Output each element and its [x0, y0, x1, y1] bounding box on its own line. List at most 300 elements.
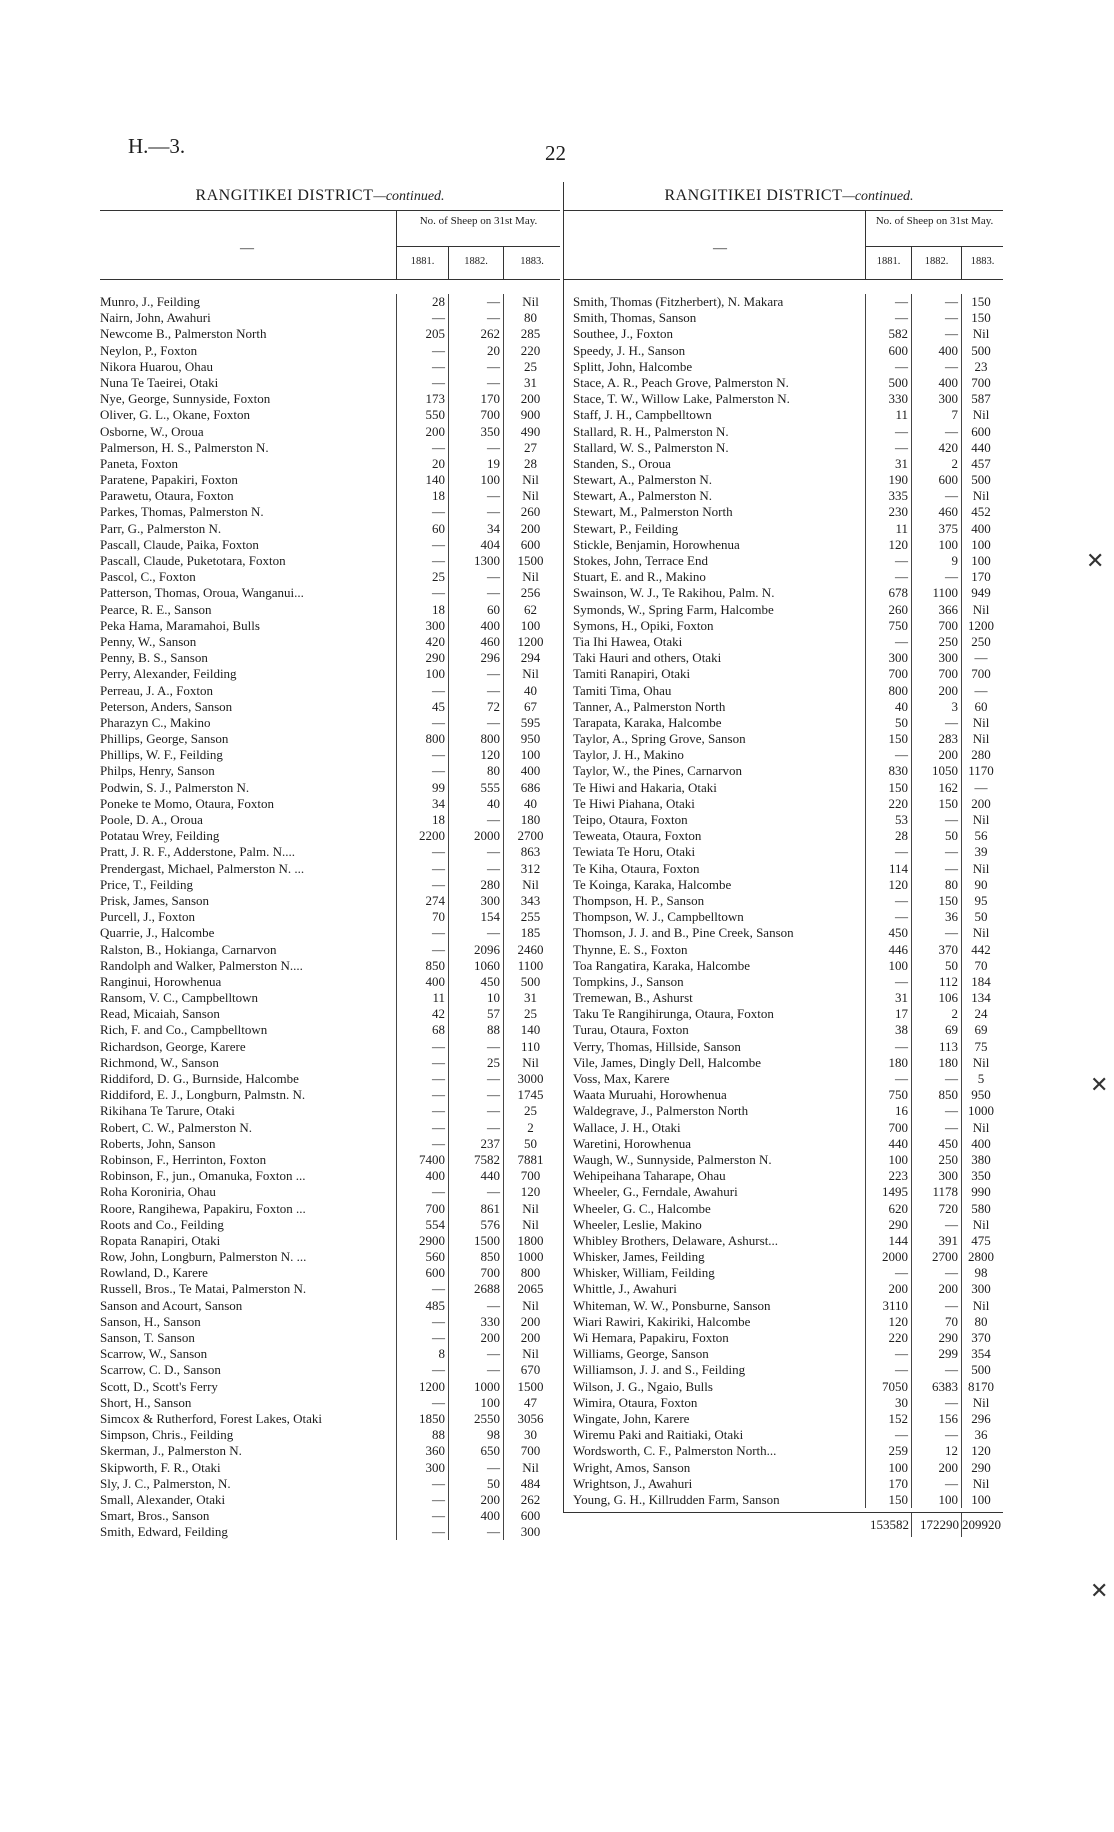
sheep-1881-cell: 1200	[396, 1379, 448, 1395]
table-row	[100, 1217, 560, 1233]
owner-name-cell: Symons, H., Opiki, Foxton	[573, 617, 714, 633]
sheep-1881-cell: —	[865, 424, 911, 440]
sheep-1883-cell: 1000	[961, 1103, 1003, 1119]
owner-name-cell: Whisker, James, Feilding	[573, 1249, 705, 1265]
table-row	[100, 1411, 560, 1427]
owner-name-cell: Tarapata, Karaka, Halcombe	[573, 714, 722, 730]
owner-name-cell: Teipo, Otaura, Foxton	[573, 812, 688, 827]
owner-name-cell: Munro, J., Feilding	[100, 294, 201, 309]
table-row	[100, 375, 560, 391]
sheep-1881-cell: 560	[396, 1249, 448, 1265]
owner-name-cell: Sanson and Acourt, Sanson	[100, 1297, 243, 1313]
sheep-1883-cell: 185	[503, 925, 560, 941]
sheep-1882-cell: 1300	[448, 553, 503, 569]
table-row	[100, 472, 560, 488]
sheep-1883-cell: 262	[503, 1492, 560, 1508]
owner-name-cell: Wi Hemara, Papakiru, Foxton	[573, 1330, 729, 1345]
sheep-1882-cell: —	[911, 925, 961, 941]
sheep-1881-cell: —	[396, 1330, 448, 1346]
page-reference: H.—3.	[128, 134, 186, 158]
table-row	[100, 1249, 560, 1265]
sheep-1883-cell: 220	[503, 343, 560, 359]
sheep-1881-cell: —	[865, 359, 911, 375]
sheep-1883-cell: 400	[961, 521, 1003, 537]
sheep-1881-cell: 582	[865, 326, 911, 342]
table-row	[100, 343, 560, 359]
table-row	[100, 731, 560, 747]
owner-name-cell: Quarrie, J., Halcombe	[100, 925, 215, 941]
table-row	[100, 828, 560, 844]
sheep-1882-cell: 100	[911, 537, 961, 553]
table-row	[563, 1395, 1003, 1411]
sheep-1883-cell: 587	[961, 391, 1003, 407]
table-row	[100, 1524, 560, 1540]
sheep-1882-cell: 2550	[448, 1411, 503, 1427]
sheep-1881-cell: 20	[396, 456, 448, 472]
sheep-1881-cell: 173	[396, 391, 448, 407]
table-row	[563, 1055, 1003, 1071]
left-table-body	[100, 280, 560, 1540]
table-row	[563, 521, 1003, 537]
sheep-1882-cell: 50	[448, 1476, 503, 1492]
sheep-1882-cell: —	[448, 1120, 503, 1136]
sheep-1881-cell: 440	[865, 1136, 911, 1152]
sheep-1883-cell: 100	[503, 618, 560, 634]
table-row	[100, 1281, 560, 1297]
sheep-1883-cell: Nil	[503, 877, 560, 893]
table-row	[100, 1508, 560, 1524]
owner-name-cell: Stallard, R. H., Palmerston N.	[573, 423, 729, 439]
table-row	[100, 602, 560, 618]
table-row	[563, 974, 1003, 990]
sheep-1882-cell: 112	[911, 974, 961, 990]
table-row	[100, 1395, 560, 1411]
owner-name-cell: Waldegrave, J., Palmerston North	[573, 1103, 749, 1119]
sheep-1883-cell: Nil	[503, 1217, 560, 1233]
table-row	[100, 877, 560, 893]
sheep-1882-cell: 250	[911, 634, 961, 650]
sheep-1883-cell: 23	[961, 359, 1003, 375]
sheep-1881-cell: 554	[396, 1217, 448, 1233]
sheep-1882-cell: —	[911, 1362, 961, 1378]
left-district-title	[100, 182, 540, 210]
owner-name-cell: Stewart, P., Feilding	[573, 520, 679, 536]
sheep-1882-cell: —	[448, 683, 503, 699]
sheep-1881-cell: —	[396, 1055, 448, 1071]
sheep-1882-cell: —	[911, 1071, 961, 1087]
sheep-1883-cell: 27	[503, 440, 560, 456]
sheep-1881-cell: 2000	[865, 1249, 911, 1265]
sheep-1883-cell: Nil	[503, 569, 560, 585]
sheep-1883-cell: 1745	[503, 1087, 560, 1103]
table-row	[563, 326, 1003, 342]
sheep-1883-cell: 1170	[961, 763, 1003, 779]
table-row	[563, 359, 1003, 375]
table-row	[100, 1039, 560, 1055]
owner-name-cell: Speedy, J. H., Sanson	[573, 342, 686, 358]
sheep-1881-cell: 259	[865, 1443, 911, 1459]
owner-name-cell: Prendergast, Michael, Palmerston N. ...	[100, 860, 305, 876]
table-row	[100, 1071, 560, 1087]
sheep-1881-cell: —	[396, 683, 448, 699]
sheep-1881-cell: 220	[865, 1330, 911, 1346]
sheep-1882-cell: —	[911, 326, 961, 342]
sheep-1882-cell: 404	[448, 537, 503, 553]
table-row	[563, 715, 1003, 731]
sheep-1883-cell: 990	[961, 1184, 1003, 1200]
sheep-1881-cell: —	[865, 974, 911, 990]
owner-name-cell: Wehipeihana Taharape, Ohau	[573, 1168, 726, 1184]
sheep-1883-cell: 312	[503, 861, 560, 877]
sheep-1882-cell: 7582	[448, 1152, 503, 1168]
sheep-1883-cell: 950	[961, 1087, 1003, 1103]
sheep-1881-cell: 170	[865, 1476, 911, 1492]
sheep-1883-cell: 380	[961, 1152, 1003, 1168]
sheep-1882-cell: 162	[911, 780, 961, 796]
sheep-1882-cell: 3	[911, 699, 961, 715]
table-row	[100, 747, 560, 763]
table-row	[100, 1006, 560, 1022]
sheep-1881-cell: 300	[396, 618, 448, 634]
owner-name-cell: Whibley Brothers, Delaware, Ashurst...	[573, 1232, 779, 1248]
table-row	[100, 1201, 560, 1217]
sheep-1882-cell: 1500	[448, 1233, 503, 1249]
sheep-1883-cell: 40	[503, 796, 560, 812]
sheep-1882-cell: 1050	[911, 763, 961, 779]
owner-name-cell: Richmond, W., Sanson	[100, 1054, 219, 1070]
sheep-1882-cell: 200	[448, 1492, 503, 1508]
sheep-1882-cell: 600	[911, 472, 961, 488]
table-row	[100, 1460, 560, 1476]
table-row	[100, 1427, 560, 1443]
table-row	[563, 763, 1003, 779]
sheep-1883-cell: Nil	[503, 294, 560, 310]
table-row	[563, 343, 1003, 359]
sheep-1881-cell: 290	[396, 650, 448, 666]
sheep-1883-cell: 90	[961, 877, 1003, 893]
owner-name-cell: Tia Ihi Hawea, Otaki	[573, 633, 683, 649]
sheep-1881-cell: 550	[396, 407, 448, 423]
sheep-1881-cell: —	[396, 310, 448, 326]
sheep-1882-cell: 650	[448, 1443, 503, 1459]
sheep-1881-cell: 120	[865, 1314, 911, 1330]
sheep-1881-cell: —	[396, 1524, 448, 1540]
margin-mark-icon: ✕	[1086, 548, 1105, 573]
sheep-1882-cell: 2	[911, 1006, 961, 1022]
sheep-1882-cell: 391	[911, 1233, 961, 1249]
sheep-1881-cell: 7050	[865, 1379, 911, 1395]
sheep-1882-cell: —	[448, 1346, 503, 1362]
owner-name-cell: Whiteman, W. W., Ponsburne, Sanson	[573, 1297, 771, 1313]
sheep-1881-cell: 28	[865, 828, 911, 844]
owner-name-cell: Tamiti Ranapiri, Otaki	[573, 666, 691, 682]
owner-name-cell: Short, H., Sanson	[100, 1394, 192, 1410]
sheep-1881-cell: 38	[865, 1022, 911, 1038]
table-row	[563, 1233, 1003, 1249]
sheep-1881-cell: 678	[865, 585, 911, 601]
owner-name-cell: Waretini, Horowhenua	[573, 1135, 692, 1151]
right-district-title	[575, 182, 1003, 210]
table-row	[563, 1136, 1003, 1152]
owner-name-cell: Smith, Thomas (Fitzherbert), N. Makara	[573, 294, 784, 309]
table-row	[563, 683, 1003, 699]
sheep-1883-cell: 28	[503, 456, 560, 472]
sheep-1882-cell: —	[911, 424, 961, 440]
sheep-1883-cell: 1500	[503, 553, 560, 569]
sheep-1882-cell: —	[448, 1071, 503, 1087]
sheep-1882-cell: 40	[448, 796, 503, 812]
table-row	[100, 359, 560, 375]
owner-name-cell: Perreau, J. A., Foxton	[100, 682, 214, 698]
table-row	[100, 650, 560, 666]
sheep-1881-cell: —	[865, 1265, 911, 1281]
sheep-1883-cell: 354	[961, 1346, 1003, 1362]
sheep-1883-cell: 50	[503, 1136, 560, 1152]
owner-name-cell: Potatau Wrey, Feilding	[100, 828, 220, 844]
sheep-1882-cell: 2688	[448, 1281, 503, 1297]
sheep-1882-cell: —	[911, 812, 961, 828]
owner-name-cell: Ropata Ranapiri, Otaki	[100, 1232, 221, 1248]
sheep-1882-cell: 20	[448, 343, 503, 359]
sheep-1883-cell: 180	[503, 812, 560, 828]
table-row	[563, 1346, 1003, 1362]
sheep-1881-cell: 800	[396, 731, 448, 747]
sheep-1882-cell: —	[448, 1362, 503, 1378]
table-row	[100, 666, 560, 682]
sheep-1881-cell: 700	[865, 1120, 911, 1136]
left-name-header-dash: —	[240, 241, 254, 256]
table-row	[100, 844, 560, 860]
sheep-1883-cell: 294	[503, 650, 560, 666]
sheep-1882-cell: 300	[911, 1168, 961, 1184]
sheep-1881-cell: 830	[865, 763, 911, 779]
sheep-1882-cell: 150	[911, 893, 961, 909]
sheep-1881-cell: 600	[396, 1265, 448, 1281]
sheep-1883-cell: 110	[503, 1039, 560, 1055]
sheep-1883-cell: 200	[503, 1314, 560, 1330]
owner-name-cell: Roha Koroniria, Ohau	[100, 1184, 216, 1200]
owner-name-cell: Perry, Alexander, Feilding	[100, 666, 237, 682]
sheep-1882-cell: 100	[448, 1395, 503, 1411]
sheep-1881-cell: 18	[396, 812, 448, 828]
sheep-1881-cell: 200	[865, 1281, 911, 1297]
sheep-1883-cell: 350	[961, 1168, 1003, 1184]
owner-name-cell: Te Hiwi Piahana, Otaki	[573, 795, 695, 811]
sheep-1881-cell: 190	[865, 472, 911, 488]
sheep-1883-cell: 256	[503, 585, 560, 601]
sheep-1881-cell: 42	[396, 1006, 448, 1022]
sheep-1883-cell: 200	[503, 1330, 560, 1346]
owner-name-cell: Simcox & Rutherford, Forest Lakes, Otaki	[100, 1410, 323, 1426]
sheep-1881-cell: —	[396, 504, 448, 520]
owner-name-cell: Thynne, E. S., Foxton	[573, 941, 688, 957]
table-row	[563, 796, 1003, 812]
sheep-1883-cell: 98	[961, 1265, 1003, 1281]
sheep-1882-cell: —	[448, 812, 503, 828]
owner-name-cell: Nikora Huarou, Ohau	[100, 358, 213, 374]
sheep-1881-cell: 2900	[396, 1233, 448, 1249]
sheep-1882-cell: —	[448, 569, 503, 585]
owner-name-cell: Ransom, V. C., Campbelltown	[100, 990, 259, 1006]
table-row	[563, 990, 1003, 1006]
table-row	[100, 812, 560, 828]
sheep-1881-cell: 8	[396, 1346, 448, 1362]
owner-name-cell: Penny, W., Sanson	[100, 633, 197, 649]
sheep-1881-cell: 60	[396, 521, 448, 537]
sheep-1882-cell: 100	[911, 1492, 961, 1508]
owner-name-cell: Stewart, M., Palmerston North	[573, 504, 733, 520]
table-row	[100, 326, 560, 342]
sheep-1883-cell: —	[961, 683, 1003, 699]
owner-name-cell: Neylon, P., Foxton	[100, 342, 198, 358]
sheep-1881-cell: 114	[865, 861, 911, 877]
sheep-1881-cell: 200	[396, 424, 448, 440]
sheep-1882-cell: 25	[448, 1055, 503, 1071]
table-row	[100, 861, 560, 877]
sheep-1882-cell: 1060	[448, 958, 503, 974]
sheep-1882-cell: 300	[911, 650, 961, 666]
owner-name-cell: Tanner, A., Palmerston North	[573, 698, 726, 714]
sheep-1883-cell: 600	[503, 1508, 560, 1524]
sheep-1882-cell: 36	[911, 909, 961, 925]
table-row	[100, 456, 560, 472]
sheep-1883-cell: 8170	[961, 1379, 1003, 1395]
sheep-1881-cell: 53	[865, 812, 911, 828]
table-row	[100, 1184, 560, 1200]
sheep-1882-cell: 170	[448, 391, 503, 407]
sheep-1882-cell: 200	[911, 1281, 961, 1297]
owner-name-cell: Wheeler, G. C., Halcombe	[573, 1200, 711, 1216]
owner-name-cell: Stallard, W. S., Palmerston N.	[573, 439, 729, 455]
owner-name-cell: Te Hiwi and Hakaria, Otaki	[573, 779, 717, 795]
owner-name-cell: Wiremu Paki and Raitiaki, Otaki	[573, 1427, 744, 1443]
sheep-1881-cell: —	[396, 861, 448, 877]
owner-name-cell: Rowland, D., Karere	[100, 1265, 208, 1281]
table-row	[100, 634, 560, 650]
right-name-header-dash: —	[713, 241, 727, 256]
sheep-1882-cell: 300	[448, 893, 503, 909]
sheep-1881-cell: 18	[396, 488, 448, 504]
sheep-1883-cell: Nil	[961, 715, 1003, 731]
table-row	[563, 1443, 1003, 1459]
sheep-1882-cell: —	[448, 925, 503, 941]
sheep-1883-cell: 3000	[503, 1071, 560, 1087]
owner-name-cell: Williamson, J. J. and S., Feilding	[573, 1362, 746, 1378]
sheep-1883-cell: 100	[503, 747, 560, 763]
margin-mark-icon: ✕	[1090, 1578, 1109, 1603]
table-row	[100, 909, 560, 925]
sheep-1883-cell: 260	[503, 504, 560, 520]
sheep-1882-cell: 200	[911, 1460, 961, 1476]
right-year-1881: 1881.	[865, 247, 911, 279]
table-row	[100, 569, 560, 585]
sheep-1882-cell: 180	[911, 1055, 961, 1071]
table-row	[563, 1184, 1003, 1200]
owner-name-cell: Te Kiha, Otaura, Foxton	[573, 860, 700, 876]
table-row	[563, 1492, 1003, 1508]
sheep-1881-cell: —	[396, 1281, 448, 1297]
table-row	[100, 958, 560, 974]
sheep-1882-cell: —	[911, 844, 961, 860]
table-row	[100, 1168, 560, 1184]
owner-name-cell: Penny, B. S., Sanson	[100, 650, 208, 666]
owner-name-cell: Smith, Edward, Feilding	[100, 1524, 228, 1540]
owner-name-cell: Scott, D., Scott's Ferry	[100, 1378, 218, 1394]
owner-name-cell: Thompson, H. P., Sanson	[573, 892, 705, 908]
table-row	[563, 1460, 1003, 1476]
sheep-1882-cell: —	[448, 1039, 503, 1055]
sheep-1881-cell: 1495	[865, 1184, 911, 1200]
sheep-1883-cell: 40	[503, 683, 560, 699]
sheep-1881-cell: 223	[865, 1168, 911, 1184]
right-title-continued: —continued.	[842, 189, 914, 204]
sheep-1881-cell: 274	[396, 893, 448, 909]
owner-name-cell: Nye, George, Sunnyside, Foxton	[100, 391, 271, 407]
sheep-1882-cell: 2	[911, 456, 961, 472]
owner-name-cell: Nairn, John, Awahuri	[100, 310, 211, 326]
sheep-1882-cell: 200	[911, 747, 961, 763]
sheep-1881-cell: 152	[865, 1411, 911, 1427]
sheep-1883-cell: 595	[503, 715, 560, 731]
total-1881: 153582	[870, 1517, 909, 1533]
sheep-1883-cell: 25	[503, 359, 560, 375]
sheep-1882-cell: —	[448, 666, 503, 682]
sheep-1881-cell: —	[396, 942, 448, 958]
sheep-1882-cell: 850	[911, 1087, 961, 1103]
sheep-1883-cell: 150	[961, 294, 1003, 310]
owner-name-cell: Newcome B., Palmerston North	[100, 326, 267, 342]
table-row	[100, 763, 560, 779]
sheep-1882-cell: 100	[448, 472, 503, 488]
sheep-1883-cell: 440	[961, 440, 1003, 456]
sheep-1881-cell: 100	[396, 666, 448, 682]
sheep-1883-cell: 300	[503, 1524, 560, 1540]
sheep-1881-cell: —	[865, 569, 911, 585]
sheep-1881-cell: —	[396, 553, 448, 569]
sheep-1882-cell: —	[448, 310, 503, 326]
table-row	[563, 375, 1003, 391]
table-row	[100, 1443, 560, 1459]
left-column	[100, 182, 560, 1540]
sheep-1881-cell: 700	[865, 666, 911, 682]
sheep-1883-cell: 949	[961, 585, 1003, 601]
right-column	[563, 182, 1003, 1537]
sheep-1882-cell: —	[448, 294, 503, 310]
left-title-main: RANGITIKEI DISTRICT	[195, 187, 374, 204]
sheep-1881-cell: —	[396, 715, 448, 731]
sheep-1883-cell: 100	[961, 537, 1003, 553]
table-row	[563, 780, 1003, 796]
sheep-1882-cell: —	[448, 1524, 503, 1540]
table-row	[100, 1103, 560, 1119]
sheep-1883-cell: Nil	[503, 472, 560, 488]
sheep-1882-cell: 861	[448, 1201, 503, 1217]
owner-name-cell: Pascol, C., Foxton	[100, 569, 196, 585]
sheep-1883-cell: Nil	[961, 861, 1003, 877]
sheep-1882-cell: —	[448, 585, 503, 601]
owner-name-cell: Southee, J., Foxton	[573, 326, 674, 342]
sheep-1881-cell: 360	[396, 1443, 448, 1459]
table-row	[100, 1055, 560, 1071]
sheep-1882-cell: —	[448, 1460, 503, 1476]
sheep-1883-cell: Nil	[961, 812, 1003, 828]
sheep-1882-cell: 2000	[448, 828, 503, 844]
sheep-1881-cell: —	[865, 1362, 911, 1378]
sheep-1883-cell: 700	[961, 375, 1003, 391]
sheep-1883-cell: 255	[503, 909, 560, 925]
table-row	[100, 699, 560, 715]
sheep-1881-cell: 800	[865, 683, 911, 699]
